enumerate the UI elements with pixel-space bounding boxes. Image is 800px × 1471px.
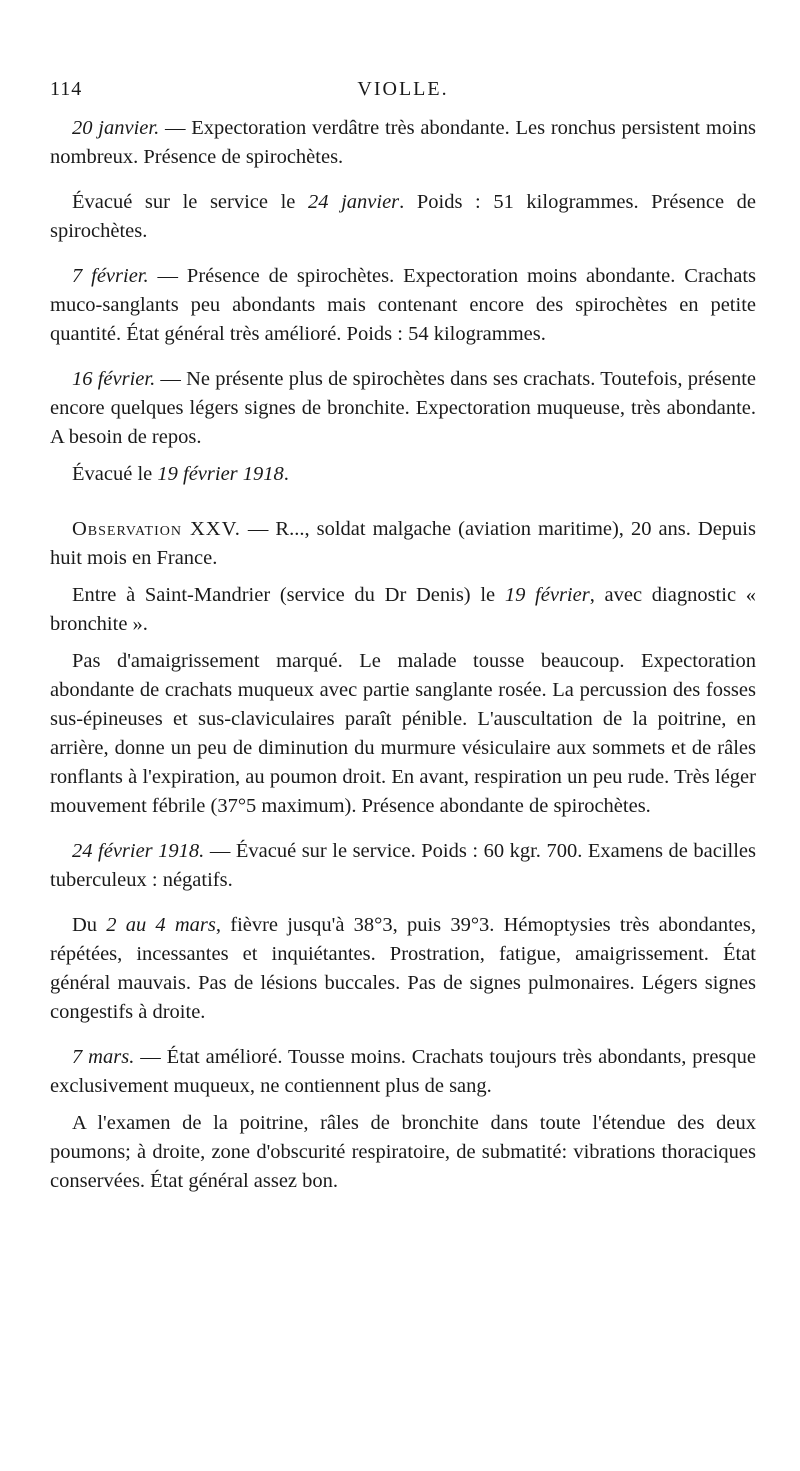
paragraph-p12 <box>50 1109 756 1196</box>
paragraph-p7 <box>50 581 756 639</box>
paragraph-text: , fièvre jusqu'à 38°3, puis 39°3. Hémoptysies très abondantes, répétées, incessantes et inquiétantes. Prostration, fatigue, amaigrissement. État général mauvais. Pas de lésions buccales. Pas de signes pulmonaires. Légers signes congestifs à droite. <box>50 914 756 1023</box>
paragraph-text: — Présence de spirochètes. Expectoration moins abondante. Crachats muco-sanglants peu abondants mais contenant encore des spirochètes en petite quantité. État général très amélioré. Poids : 54 kilogrammes. <box>50 265 756 345</box>
paragraph-text: — R..., soldat malgache (aviation maritime), 20 ans. Depuis huit mois en France. <box>50 518 756 569</box>
paragraph-text: . Poids : 51 kilogrammes. Présence de spirochètes. <box>50 191 756 242</box>
paragraph-p4 <box>50 365 756 452</box>
paragraph-text: A l'examen de la poitrine, râles de bronchite dans toute l'étendue des deux poumons; à droite, zone d'obscurité respiratoire, de submatité: vibrations thoraciques conservées. État général assez bon. <box>50 1112 756 1192</box>
observation-heading: Observation XXV. <box>72 518 241 540</box>
entry-date: 19 février 1918 <box>157 463 284 485</box>
entry-date: 24 janvier <box>307 191 400 213</box>
paragraph-p11 <box>50 1043 756 1101</box>
paragraph-p6 <box>50 515 756 573</box>
entry-date: 7 février. <box>72 265 149 287</box>
paragraph-lead: Évacué sur le service le <box>72 191 308 213</box>
paragraph-text: — Évacué sur le service. Poids : 60 kgr. 700. Examens de bacilles tuberculeux : négatifs. <box>50 840 756 891</box>
paragraph-lead: Entre à Saint-Mandrier (service du Dr Denis) le <box>72 584 505 606</box>
paragraph-p8 <box>50 647 756 821</box>
entry-date: 24 février 1918. <box>72 840 205 862</box>
page-header <box>50 78 756 108</box>
running-title: VIOLLE. <box>357 78 449 100</box>
paragraph-p9 <box>50 837 756 895</box>
paragraph-lead: Du <box>72 914 107 936</box>
paragraph-text: , avec diagnostic « bronchite ». <box>50 584 757 635</box>
entry-date: 16 février. <box>72 368 156 390</box>
paragraph-text: — État amélioré. Tousse moins. Crachats toujours très abondants, presque exclusivement muqueux, ne contiennent plus de sang. <box>50 1046 756 1097</box>
paragraph-text: . <box>283 463 289 485</box>
entry-date: 2 au 4 mars <box>106 914 216 936</box>
paragraph-p5 <box>50 460 756 489</box>
entry-date: 7 mars. <box>72 1046 135 1068</box>
paragraph-text: — Expectoration verdâtre très abondante. Les ronchus persistent moins nombreux. Présence de spirochètes. <box>50 117 756 168</box>
entry-date: 20 janvier. <box>72 117 160 139</box>
paragraph-text: Pas d'amaigrissement marqué. Le malade tousse beaucoup. Expectoration abondante de crachats muqueux avec partie sanglante rosée. La percussion des fosses sus-épineuses et sus-claviculaires paraît pénible. L'auscultation de la poitrine, en arrière, donne un peu de diminution du murmure vésiculaire aux sommets et de râles ronflants à l'expiration, au poumon droit. En avant, respiration un peu rude. Très léger mouvement fébrile (37°5 maximum). Présence abondante de spirochètes. <box>50 650 756 817</box>
paragraph-p2 <box>50 188 756 246</box>
paragraph-p3 <box>50 262 756 349</box>
paragraph-p1 <box>50 114 756 172</box>
paragraph-lead: Évacué le <box>72 463 158 485</box>
page-number: 114 <box>50 78 83 100</box>
paragraph-p10 <box>50 911 756 1027</box>
entry-date: 19 février <box>504 584 590 606</box>
paragraph-text: — Ne présente plus de spirochètes dans ses crachats. Toutefois, présente encore quelques légers signes de bronchite. Expectoration muqueuse, très abondante. A besoin de repos. <box>50 368 756 448</box>
